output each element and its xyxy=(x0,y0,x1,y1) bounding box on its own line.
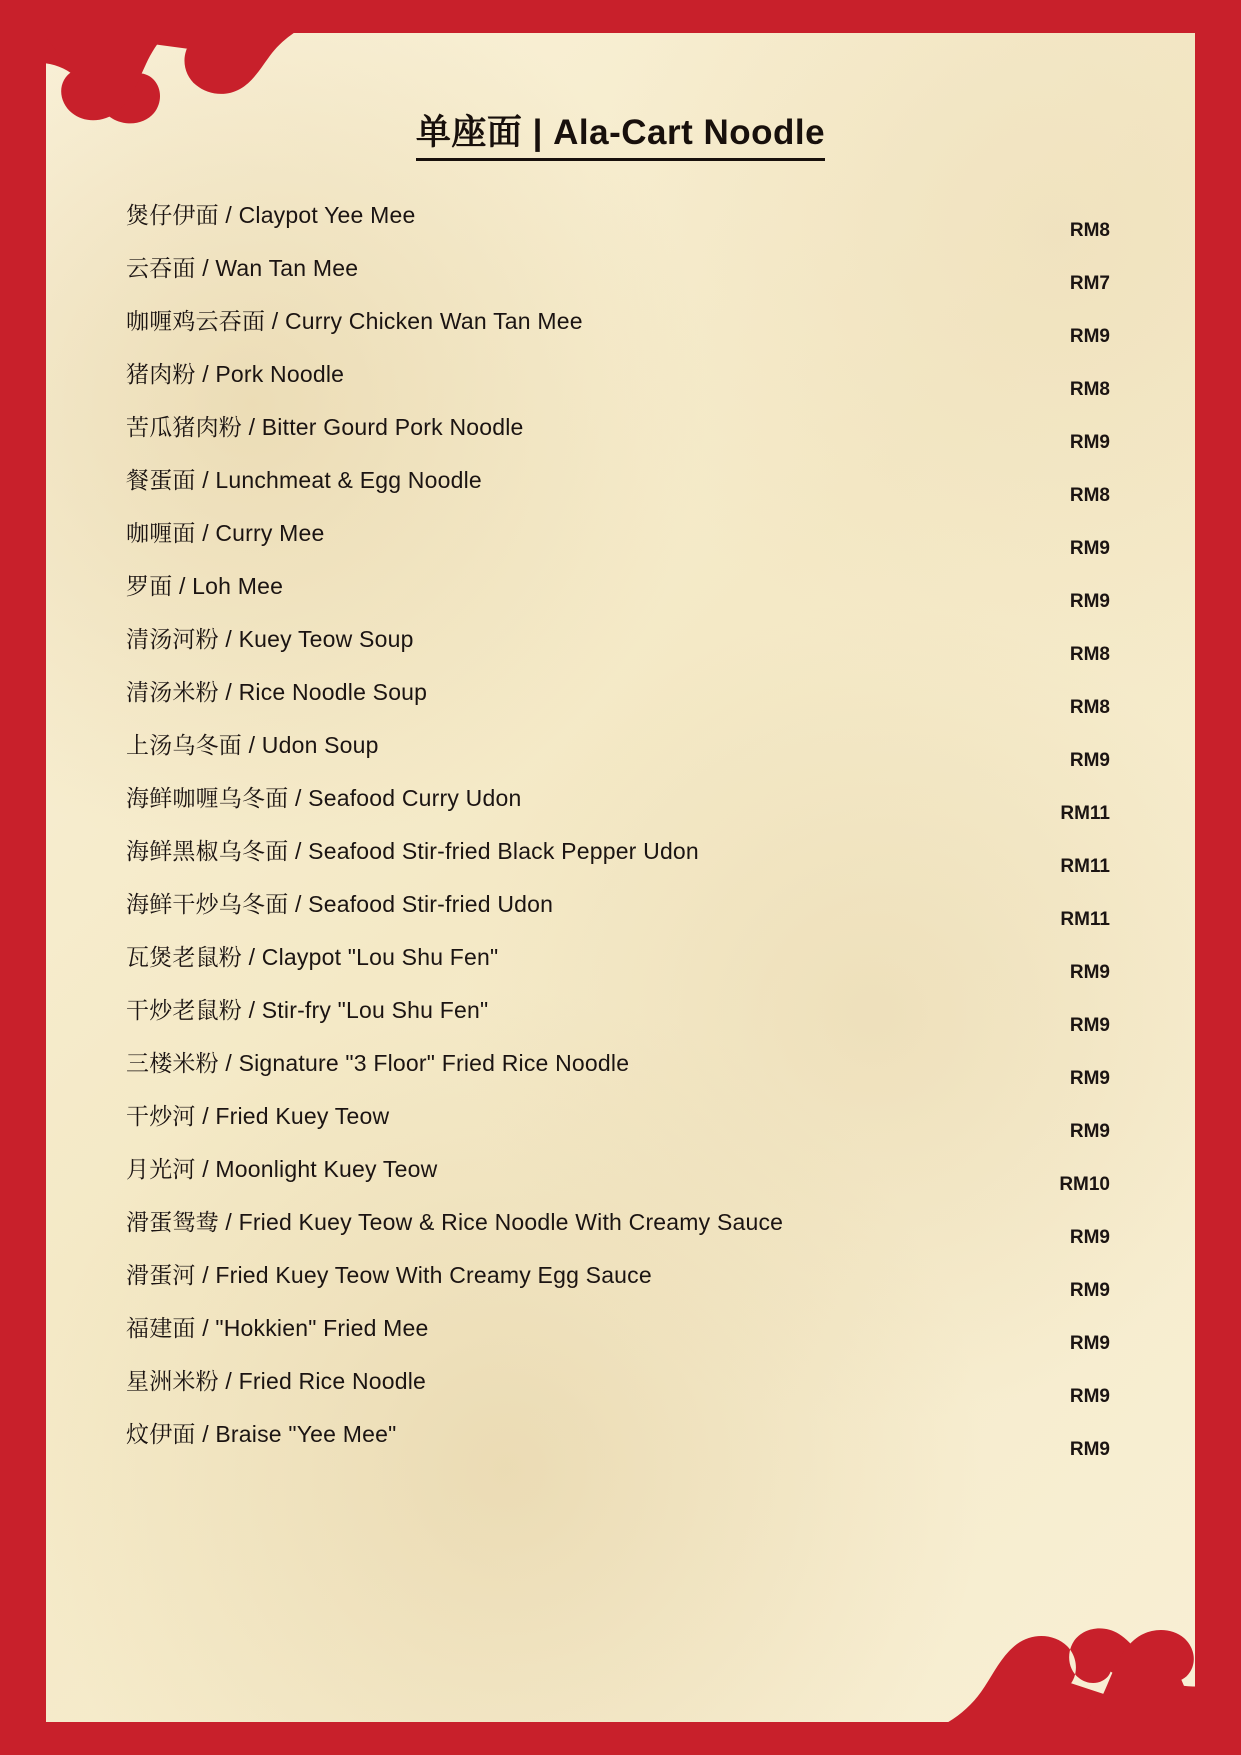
menu-item-price: RM9 xyxy=(1069,1068,1110,1089)
menu-item-price: RM9 xyxy=(1069,962,1110,983)
menu-item-price: RM11 xyxy=(1060,909,1110,930)
menu-item-name: 煲仔伊面 / Claypot Yee Mee xyxy=(126,202,416,228)
menu-item-row xyxy=(46,456,1195,509)
menu-item-price: RM10 xyxy=(1059,1174,1110,1195)
menu-item-name: 咖喱鸡云吞面 / Curry Chicken Wan Tan Mee xyxy=(126,308,583,334)
menu-item-price: RM8 xyxy=(1069,379,1110,400)
menu-item-name: 苦瓜猪肉粉 / Bitter Gourd Pork Noodle xyxy=(126,414,524,440)
menu-item-price: RM9 xyxy=(1069,432,1110,453)
menu-item-row xyxy=(46,880,1195,933)
bottom-right-cloud-ornament xyxy=(901,1576,1195,1722)
menu-item-price: RM9 xyxy=(1069,326,1110,347)
menu-item-name: 月光河 / Moonlight Kuey Teow xyxy=(126,1156,438,1182)
menu-item-name: 罗面 / Loh Mee xyxy=(126,573,284,599)
menu-item-row xyxy=(46,721,1195,774)
menu-item-name: 猪肉粉 / Pork Noodle xyxy=(126,361,345,387)
menu-item-row xyxy=(46,774,1195,827)
menu-item-row xyxy=(46,350,1195,403)
menu-item-name: 干炒老鼠粉 / Stir-fry "Lou Shu Fen" xyxy=(126,997,489,1023)
menu-item-name: 海鲜黑椒乌冬面 / Seafood Stir-fried Black Pepper Udon xyxy=(126,838,699,864)
menu-item-row xyxy=(46,562,1195,615)
menu-item-name: 星洲米粉 / Fried Rice Noodle xyxy=(126,1368,427,1394)
menu-item-list xyxy=(46,191,1195,1463)
menu-item-row xyxy=(46,615,1195,668)
menu-item-name: 上汤乌冬面 / Udon Soup xyxy=(126,732,379,758)
menu-item-row xyxy=(46,1304,1195,1357)
menu-item-price: RM9 xyxy=(1069,1386,1110,1407)
menu-item-name: 滑蛋鸳鸯 / Fried Kuey Teow & Rice Noodle With Creamy Sauce xyxy=(126,1209,784,1235)
menu-item-price: RM11 xyxy=(1060,803,1110,824)
menu-item-name: 咖喱面 / Curry Mee xyxy=(126,520,325,546)
menu-item-row xyxy=(46,827,1195,880)
menu-item-name: 清汤米粉 / Rice Noodle Soup xyxy=(126,679,428,705)
menu-item-row xyxy=(46,668,1195,721)
menu-item-price: RM9 xyxy=(1069,1333,1110,1354)
menu-item-row xyxy=(46,244,1195,297)
menu-item-row xyxy=(46,509,1195,562)
menu-item-row xyxy=(46,1092,1195,1145)
menu-item-price: RM8 xyxy=(1069,644,1110,665)
menu-item-price: RM9 xyxy=(1069,1121,1110,1142)
menu-item-price: RM9 xyxy=(1069,1280,1110,1301)
menu-item-row xyxy=(46,403,1195,456)
menu-item-row xyxy=(46,986,1195,1039)
menu-item-price: RM9 xyxy=(1069,1439,1110,1460)
menu-item-name: 海鲜干炒乌冬面 / Seafood Stir-fried Udon xyxy=(126,891,554,917)
menu-item-name: 三楼米粉 / Signature "3 Floor" Fried Rice Noodle xyxy=(126,1050,630,1076)
menu-item-price: RM8 xyxy=(1069,697,1110,718)
menu-item-row xyxy=(46,191,1195,244)
menu-item-name: 滑蛋河 / Fried Kuey Teow With Creamy Egg Sauce xyxy=(126,1262,652,1288)
menu-item-name: 海鲜咖喱乌冬面 / Seafood Curry Udon xyxy=(126,785,522,811)
menu-item-name: 清汤河粉 / Kuey Teow Soup xyxy=(126,626,414,652)
menu-item-row xyxy=(46,1251,1195,1304)
menu-page xyxy=(46,33,1195,1722)
menu-item-price: RM8 xyxy=(1069,220,1110,241)
menu-item-price: RM9 xyxy=(1069,538,1110,559)
menu-item-name: 云吞面 / Wan Tan Mee xyxy=(126,255,359,281)
menu-item-row xyxy=(46,1198,1195,1251)
menu-item-name: 福建面 / "Hokkien" Fried Mee xyxy=(126,1315,429,1341)
menu-item-price: RM9 xyxy=(1069,591,1110,612)
menu-item-row xyxy=(46,1145,1195,1198)
menu-item-price: RM7 xyxy=(1069,273,1110,294)
menu-title-container xyxy=(46,111,1195,161)
menu-item-row xyxy=(46,1410,1195,1463)
menu-item-price: RM9 xyxy=(1069,750,1110,771)
menu-item-name: 餐蛋面 / Lunchmeat & Egg Noodle xyxy=(126,467,482,493)
menu-item-row xyxy=(46,1357,1195,1410)
menu-item-name: 炆伊面 / Braise "Yee Mee" xyxy=(126,1421,397,1447)
menu-item-price: RM9 xyxy=(1069,1015,1110,1036)
menu-item-name: 瓦煲老鼠粉 / Claypot "Lou Shu Fen" xyxy=(126,944,499,970)
menu-item-row xyxy=(46,1039,1195,1092)
menu-item-price: RM9 xyxy=(1069,1227,1110,1248)
menu-item-name: 干炒河 / Fried Kuey Teow xyxy=(126,1103,390,1129)
menu-item-row xyxy=(46,297,1195,350)
menu-item-price: RM8 xyxy=(1069,485,1110,506)
menu-item-price: RM11 xyxy=(1060,856,1110,877)
menu-item-row xyxy=(46,933,1195,986)
page-title: 单座面 | Ala-Cart Noodle xyxy=(416,111,825,161)
